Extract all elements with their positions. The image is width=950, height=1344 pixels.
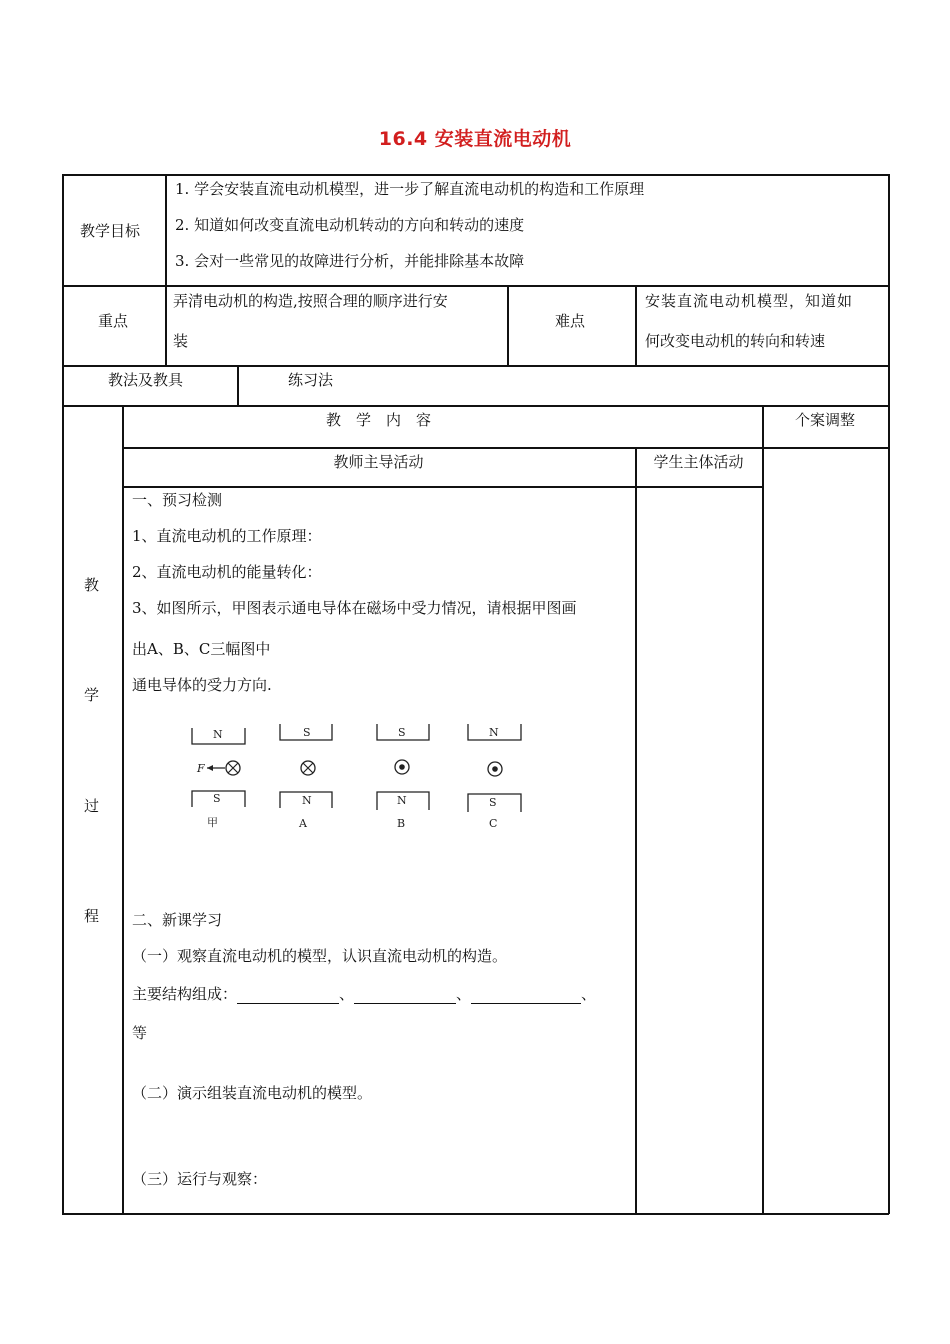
goal-item: 3. 会对一些常见的故障进行分析，并能排除基本故障 — [175, 252, 525, 270]
figure-caption: C — [489, 817, 498, 830]
magnet-label: N — [213, 728, 223, 741]
method-label: 教法及教具 — [108, 371, 184, 389]
separator: 、 — [339, 985, 355, 1003]
magnet-label: S — [398, 726, 406, 739]
goal-item: 2. 知道如何改变直流电动机转动的方向和转动的速度 — [175, 216, 525, 234]
key-text: 装 — [173, 332, 189, 350]
difficult-text: 何改变电动机的转向和转速 — [645, 332, 826, 350]
paragraph: （三）运行与观察： — [132, 1170, 268, 1188]
paragraph: （二）演示组装直流电动机的模型。 — [132, 1084, 373, 1102]
question: 通电导体的受力方向. — [132, 676, 272, 694]
magnet-label: S — [489, 796, 497, 809]
figure-caption: A — [299, 817, 307, 830]
structure-line — [132, 984, 596, 1004]
question: 1、直流电动机的工作原理： — [132, 527, 322, 545]
answer-blank[interactable] — [237, 987, 339, 1004]
page-title: 16.4 安装直流电动机 — [378, 128, 572, 150]
key-label: 重点 — [98, 312, 129, 330]
magnet-label: N — [302, 794, 312, 807]
key-text: 弄清电动机的构造,按照合理的顺序进行安 — [173, 292, 448, 310]
side-char: 教 — [84, 576, 100, 594]
magnet-label: S — [213, 792, 221, 805]
method-value: 练习法 — [288, 371, 334, 389]
magnet-label: N — [489, 726, 499, 739]
teacher-header: 教师主导活动 — [333, 453, 424, 471]
question: 3、如图所示，甲图表示通电导体在磁场中受力情况，请根据甲图画 — [132, 599, 577, 617]
magnet-label: N — [397, 794, 407, 807]
paragraph: （一）观察直流电动机的模型，认识直流电动机的构造。 — [132, 947, 508, 965]
separator: 、 — [456, 985, 472, 1003]
figure-panel-a — [280, 724, 332, 830]
figure-caption: 甲 — [207, 816, 218, 829]
figure-caption: B — [397, 817, 406, 830]
section-heading: 一、预习检测 — [132, 491, 223, 509]
side-char: 过 — [84, 797, 100, 815]
question: 出A、B、C三幅图中 — [132, 640, 271, 658]
side-char: 学 — [84, 686, 100, 704]
structure-label: 主要结构组成： — [132, 985, 238, 1003]
answer-blank[interactable] — [354, 987, 456, 1004]
goals-label: 教学目标 — [80, 222, 141, 240]
goal-item: 1. 学会安装直流电动机模型，进一步了解直流电动机的构造和工作原理 — [175, 180, 645, 198]
separator: 、 — [581, 985, 597, 1003]
figure-panel-b — [377, 724, 429, 830]
student-header: 学生主体活动 — [653, 453, 744, 471]
force-label: F — [197, 762, 205, 775]
section-heading: 二、新课学习 — [132, 911, 223, 929]
figure-panel-c — [468, 724, 521, 830]
difficult-text: 安装直流电动机模型，知道如 — [645, 292, 854, 310]
figure-panel-jia — [192, 728, 245, 829]
difficult-label: 难点 — [555, 312, 586, 330]
content-header: 教 学 内 容 — [325, 411, 431, 429]
side-char: 程 — [84, 907, 100, 925]
question: 2、直流电动机的能量转化： — [132, 563, 322, 581]
answer-blank[interactable] — [471, 987, 581, 1004]
paragraph: 等 — [132, 1024, 148, 1042]
adjust-header: 个案调整 — [794, 411, 855, 429]
magnet-label: S — [303, 726, 311, 739]
magnet-force-figure — [185, 720, 535, 835]
